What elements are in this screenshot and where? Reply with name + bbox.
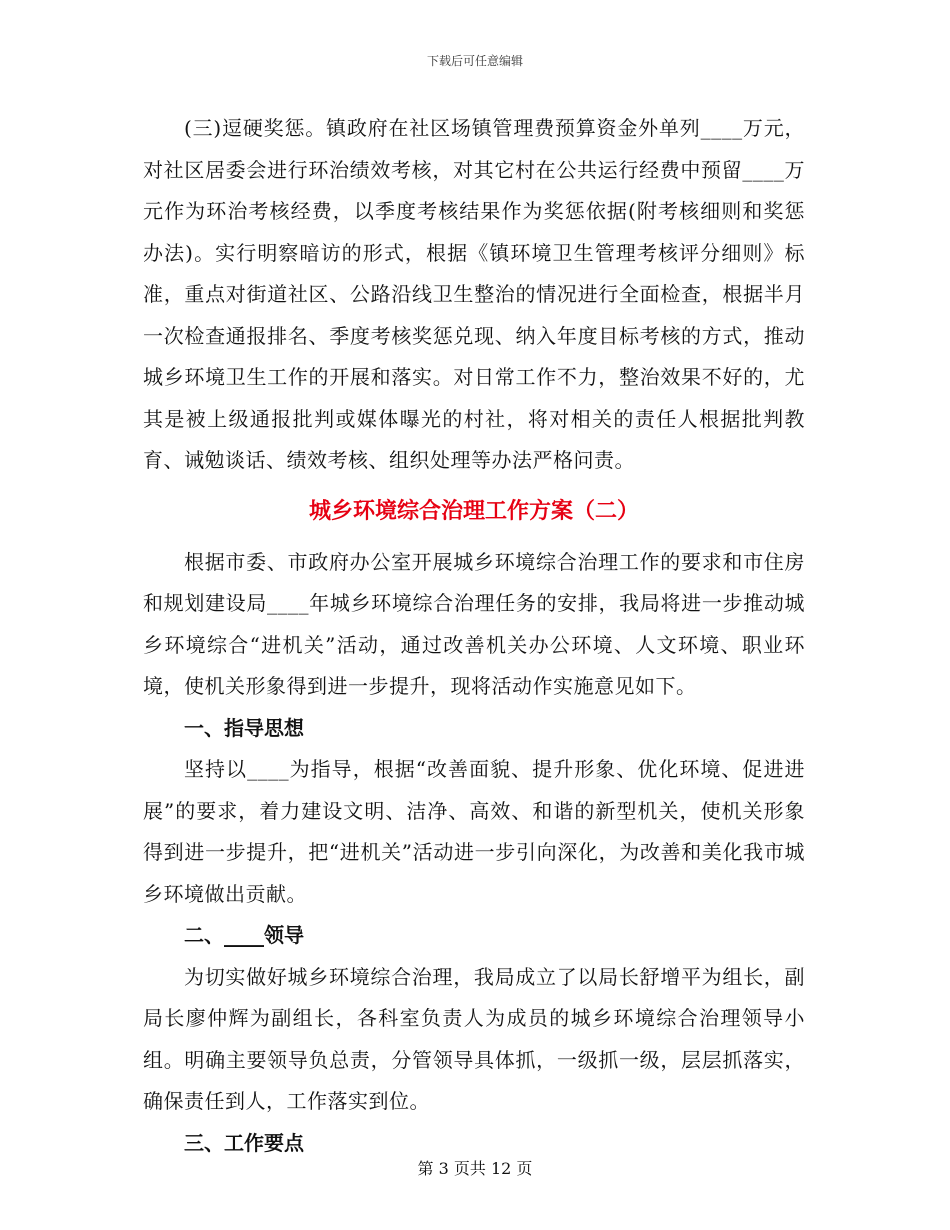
section-heading-guiding-ideology: 一、指导思想 <box>184 715 304 740</box>
header-note: 下载后可任意编辑 <box>426 54 523 68</box>
section-heading-work-points: 三、工作要点 <box>184 1130 304 1155</box>
page-number: 第 3 页共 12 页 <box>417 1159 533 1178</box>
paragraph-rewards-penalties: (三)逗硬奖惩。镇政府在社区场镇管理费预算资金外单列____万元，对社区居委会进行环治绩效考核，对其它村在公共运行经费中预留____万元作为环治考核经费，以季度考核结果作为奖惩依据(附考核细则和奖惩办法)。实行明察暗访的形式，根据《镇环境卫生管理考核评分细则》标准，重点对街道社区、公路沿线卫生整治的情况进行全面检查，根据半月一次检查通报排名、季度考核奖惩兑现、纳入年度目标考核的方式，推动城乡环境卫生工作的开展和落实。对日常工作不力，整治效果不好的，尤其是被上级通报批判或媒体曝光的村社，将对相关的责任人根据批判教育、诫勉谈话、绩效考核、组织处理等办法严格问责。 <box>143 116 805 472</box>
paragraph-leadership: 为切实做好城乡环境综合治理，我局成立了以局长舒增平为组长，副局长廖仲辉为副组长，各科室负责人为成员的城乡环境综合治理领导小组。明确主要领导负总责，分管领导具体抓，一级抓一级，层层抓落实，确保责任到人，工作落实到位。 <box>143 964 805 1113</box>
document-body <box>143 108 805 1164</box>
document-title: 城乡环境综合治理工作方案（二） <box>308 498 639 524</box>
section-heading-leadership: 二、____领导 <box>184 923 304 947</box>
paragraph-intro: 根据市委、市政府办公室开展城乡环境综合治理工作的要求和市住房和规划建设局____年城乡环境综合治理任务的安排，我局将进一步推动城乡环境综合“进机关”活动，通过改善机关办公环境、人文环境、职业环境，使机关形象得到进一步提升，现将活动作实施意见如下。 <box>143 549 805 698</box>
paragraph-guiding-ideology: 坚持以____为指导，根据“改善面貌、提升形象、优化环境、促进进展”的要求，着力建设文明、洁净、高效、和谐的新型机关，使机关形象得到进一步提升，把“进机关”活动进一步引向深化，为改善和美化我市城乡环境做出贡献。 <box>143 757 805 906</box>
